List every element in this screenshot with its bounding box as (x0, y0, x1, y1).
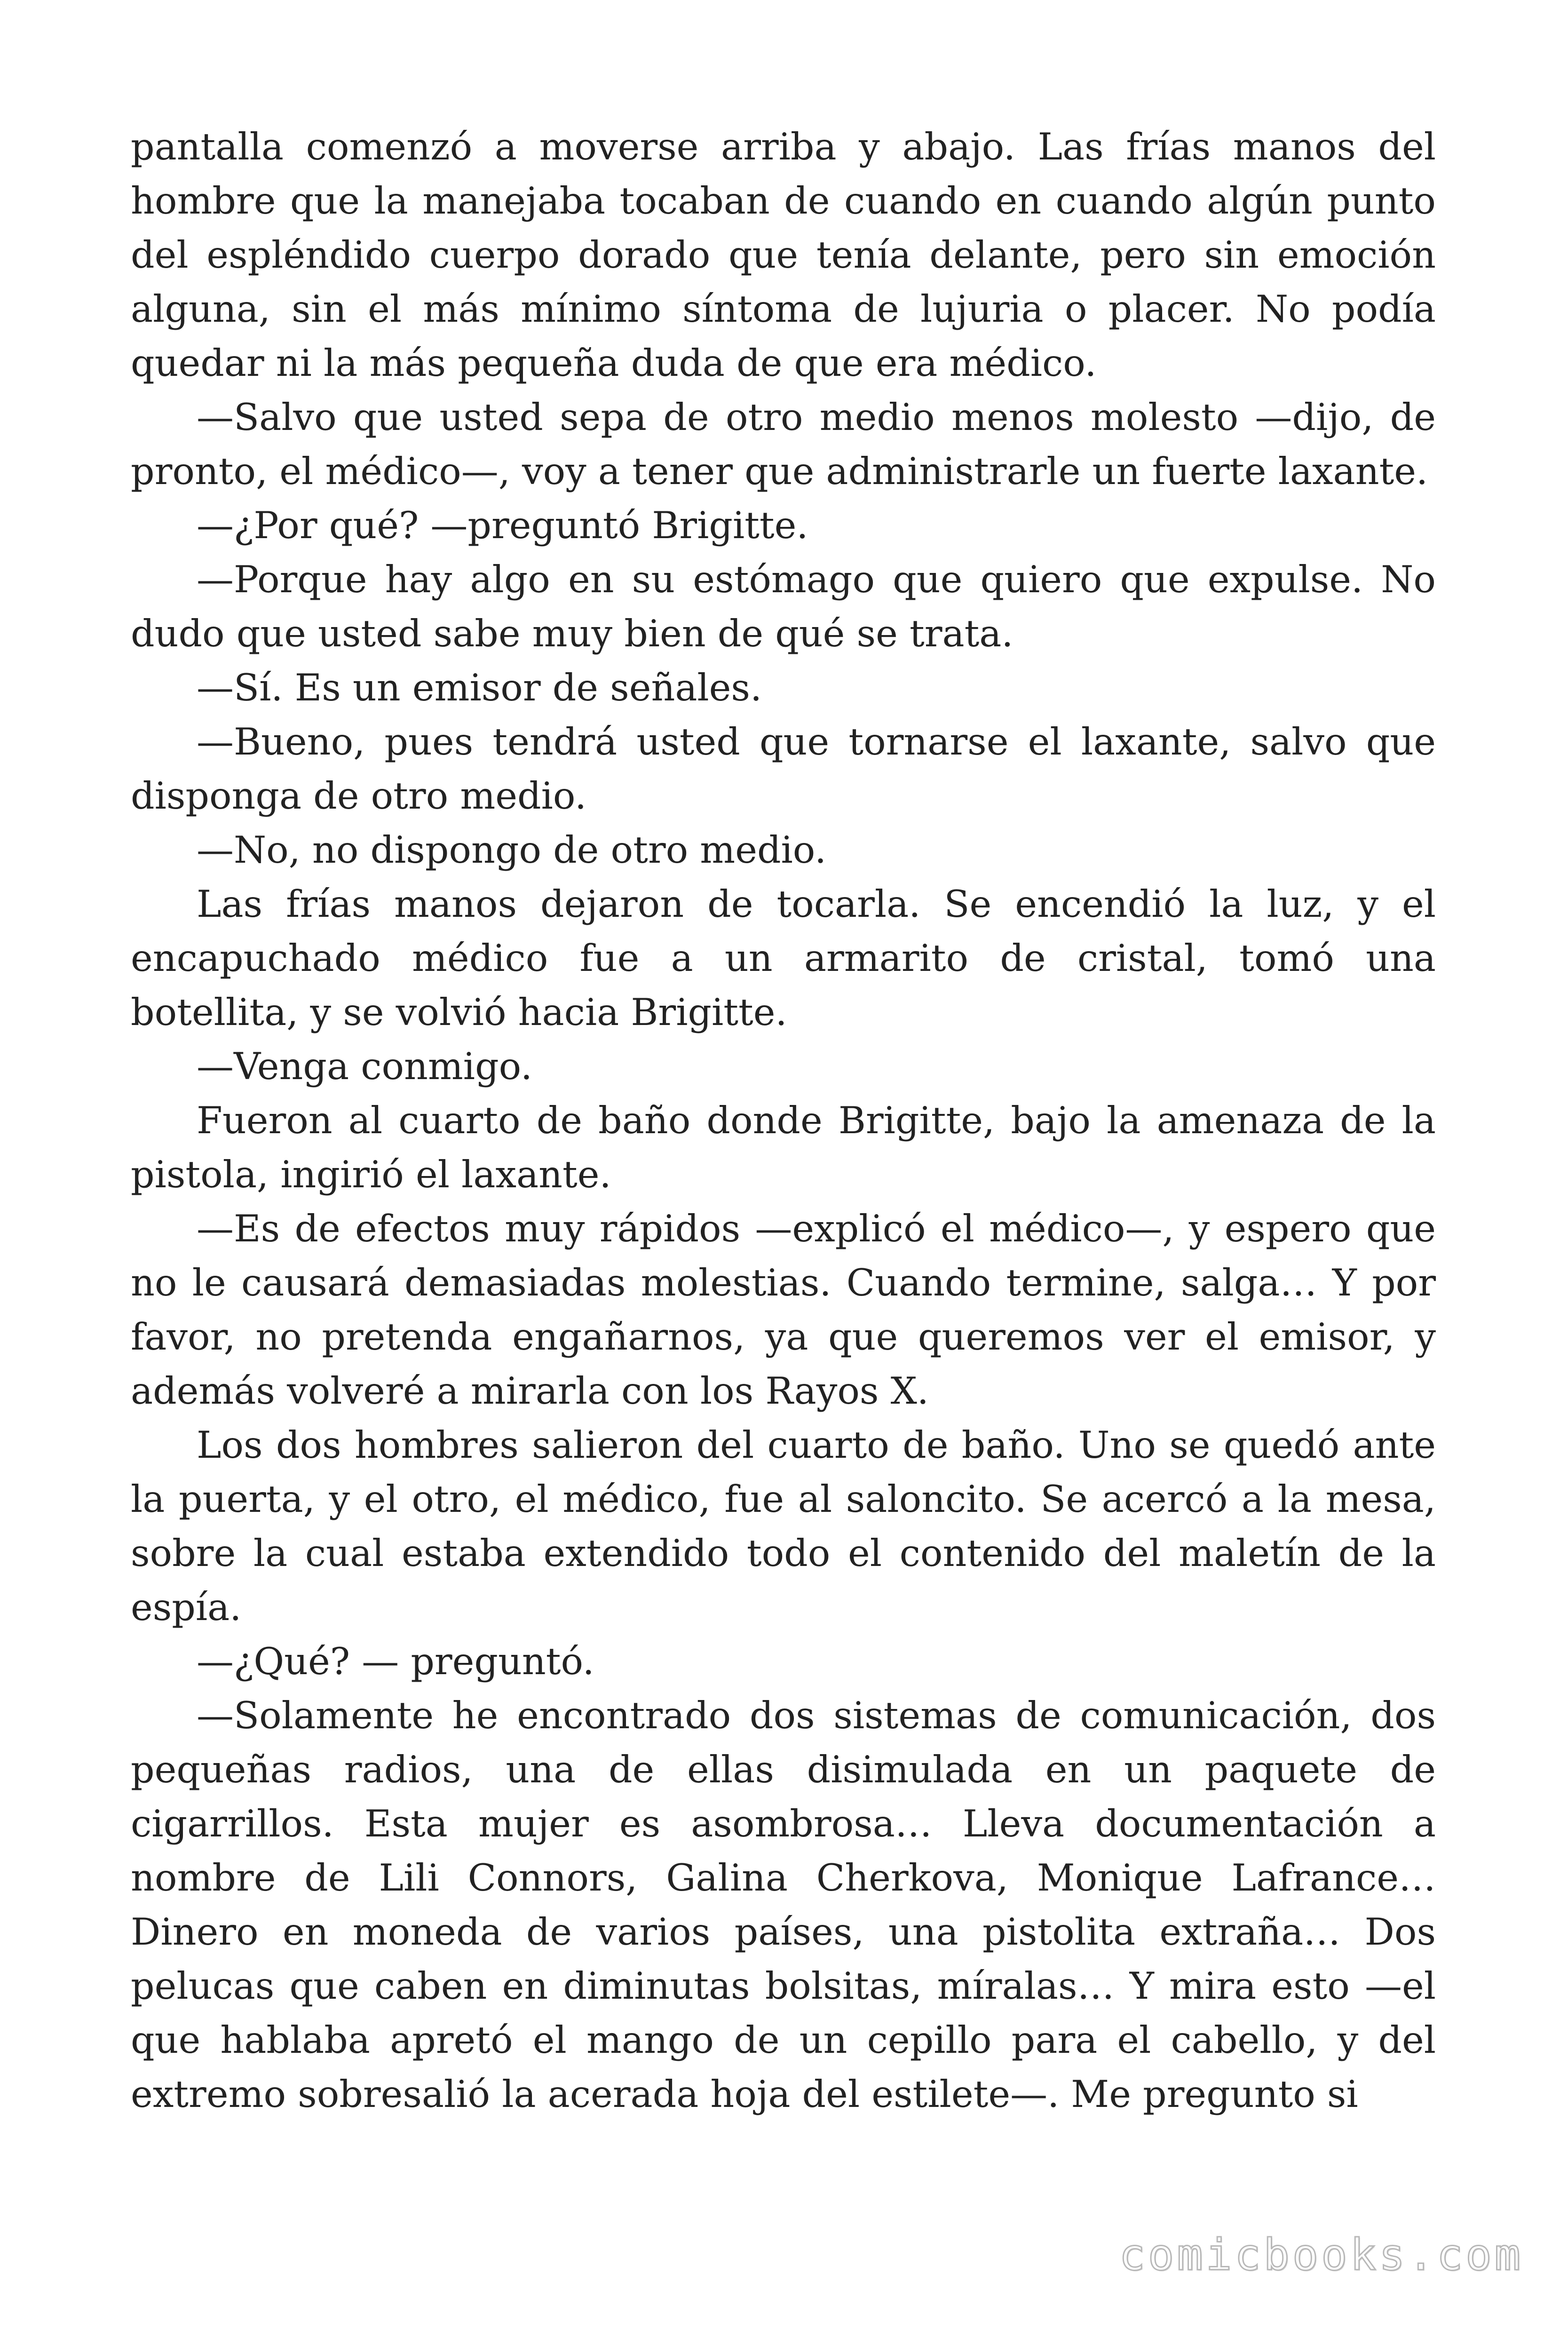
paragraph: Las frías manos dejaron de tocarla. Se encendió la luz, y el encapuchado médico fue a un armarito de cristal, tomó una botellita, y se volvió hacia Brigitte. (131, 882, 1436, 1034)
paragraph: —Porque hay algo en su estómago que quiero que expulse. No dudo que usted sabe muy bien de qué se trata. (131, 558, 1436, 655)
paragraph: Fueron al cuarto de baño donde Brigitte, bajo la amenaza de la pistola, ingirió el laxante. (131, 1099, 1436, 1196)
paragraph: —No, no dispongo de otro medio. (197, 828, 827, 872)
paragraph: —¿Qué? — preguntó. (197, 1640, 594, 1683)
paragraph: pantalla comenzó a moverse arriba y abajo. Las frías manos del hombre que la manejaba tocaban de cuando en cuando algún punto del espléndido cuerpo dorado que tenía delante, pero sin emoción alguna, sin el más mínimo síntoma de lujuria o placer. No podía quedar ni la más pequeña duda de que era médico. (131, 125, 1436, 385)
paragraph: —Es de efectos muy rápidos —explicó el médico—, y espero que no le causará demasiadas molestias. Cuando termine, salga… Y por favor, no pretenda engañarnos, ya que queremos ver el emisor, y además volveré a mirarla con los Rayos X. (131, 1207, 1436, 1413)
paragraph: —¿Por qué? —preguntó Brigitte. (197, 504, 808, 547)
paragraph: —Salvo que usted sepa de otro medio menos molesto —dijo, de pronto, el médico—, voy a tener que administrarle un fuerte laxante. (131, 396, 1436, 493)
paragraph: —Bueno, pues tendrá usted que tornarse el laxante, salvo que disponga de otro medio. (131, 720, 1436, 818)
paragraph: —Sí. Es un emisor de señales. (197, 666, 762, 709)
watermark: comicbooks.com (1119, 2230, 1523, 2280)
paragraph: —Solamente he encontrado dos sistemas de comunicación, dos pequeñas radios, una de ellas disimulada en un paquete de cigarrillos. Esta mujer es asombrosa… Lleva documentación a nombre de Lili Connors, Galina Cherkova, Monique Lafrance… Dinero en moneda de varios países, una pistolita extraña… Dos pelucas que caben en diminutas bolsitas, míralas… Y mira esto —el que hablaba apretó el mango de un cepillo para el cabello, y del extremo sobresalió la acerada hoja del estilete—. Me pregunto si (131, 1694, 1436, 2116)
book-page-text (131, 120, 1436, 2122)
paragraph: Los dos hombres salieron del cuarto de baño. Uno se quedó ante la puerta, y el otro, el médico, fue al saloncito. Se acercó a la mesa, sobre la cual estaba extendido todo el contenido del maletín de la espía. (131, 1423, 1436, 1629)
paragraph: —Venga conmigo. (197, 1045, 532, 1088)
